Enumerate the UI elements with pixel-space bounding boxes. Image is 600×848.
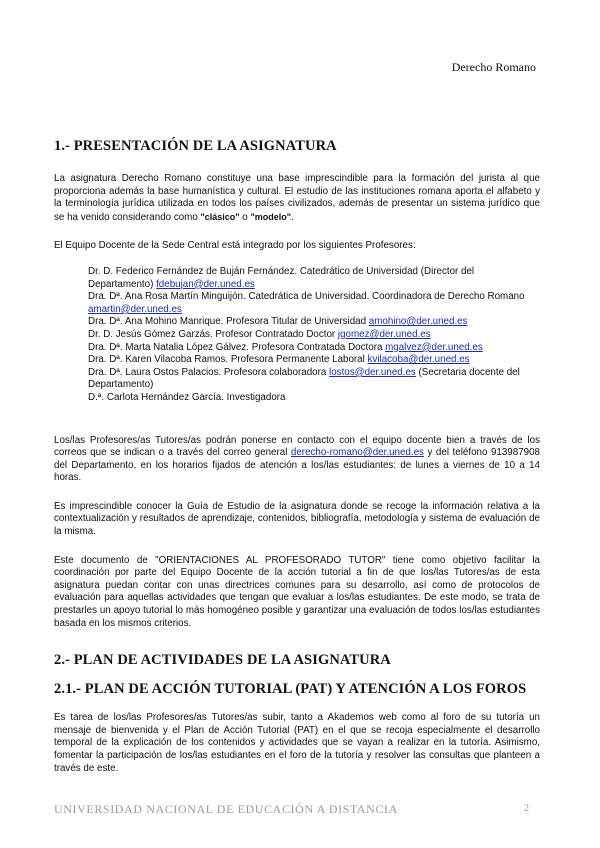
- general-email-link[interactable]: derecho-romano@der.uned.es: [290, 447, 424, 459]
- professor-text: Dra. Dª. Marta Natalia López Gálvez. Profesora Contratada Doctora: [88, 341, 386, 353]
- professor-entry: [88, 367, 540, 392]
- team-intro-paragraph: El Equipo Docente de la Sede Central está integrado por los siguientes Profesores:: [54, 240, 416, 252]
- section-2-1-heading: 2.1.- PLAN DE ACCIÓN TUTORIAL (PAT) Y ATENCIÓN A LOS FOROS: [54, 681, 527, 698]
- professor-entry: [88, 316, 540, 329]
- professor-text: Dr. D. Federico Fernández de Buján Fernández. Catedrático de Universidad (Director del Departamento): [88, 265, 475, 290]
- professor-text: D.ª. Carlota Hernández García. Investigadora: [88, 391, 286, 403]
- professor-email-link[interactable]: amohino@der.uned.es: [368, 316, 468, 328]
- professor-email-link[interactable]: jgomez@der.uned.es: [337, 328, 431, 340]
- professor-entry: [88, 291, 540, 316]
- study-guide-paragraph: Es imprescindible conocer la Guía de Estudio de la asignatura donde se recoge la información relativa a la contextualización y resultados de aprendizaje, contenidos, bibliografía, metodología y sistema de evaluación de la misma.: [54, 500, 540, 538]
- professor-email-link[interactable]: kvilacoba@der.uned.es: [367, 354, 470, 366]
- footer-university: UNIVERSIDAD NACIONAL DE EDUCACIÓN A DISTANCIA: [54, 802, 398, 816]
- professor-text: Dr. D. Jesús Gómez Garzás. Profesor Contratado Doctor: [88, 328, 338, 340]
- page-number: 2: [524, 803, 529, 814]
- professor-list: [88, 266, 540, 405]
- orientation-paragraph: Este documento de "ORIENTACIONES AL PROFESORADO TUTOR" tiene como objetivo facilitar la coordinación por parte del Equipo Docente de la acción tutorial a fin de que los/las Tutores/as de esta asignatura puedan contar con unas directrices comunes para su desarrollo, así como de protocolos de evaluación para aquellas actividades que tengan que evaluar a los/las estudiantes. De este modo, se trata de prestarles un apoyo tutorial lo más homogéneo posible y garantizar una evaluación de todos los/las estudiantes basada en los mismos criterios.: [54, 554, 540, 629]
- running-header: Derecho Romano: [451, 60, 536, 74]
- professor-note: (Secretaria docente del Departamento): [88, 366, 520, 391]
- professor-entry: [88, 342, 540, 355]
- page-content: [54, 138, 540, 775]
- section-2-heading: 2.- PLAN DE ACTIVIDADES DE LA ASIGNATURA: [54, 652, 391, 669]
- professor-text: Dra. Dª. Ana Rosa Martín Minguijón. Catedrática de Universidad. Coordinadora de Derecho Romano: [88, 291, 525, 303]
- pat-paragraph: Es tarea de los/las Profesores/as Tutores/as subir, tanto a Akademos web como al foro de su tutoría un mensaje de bienvenida y el Plan de Acción Tutorial (PAT) en el que se recoja especialmente el desarrollo temporal de la explicación de los contenidos y actividades que se vayan a realizar en la tutoría. Asimismo, fomentar la participación de los/las estudiantes en el foro de la tutoría y resolver las consultas que planteen a través de este.: [54, 712, 540, 774]
- professor-text: Dra. Dª. Laura Ostos Palacios. Profesora colaboradora: [88, 366, 330, 378]
- professor-entry: [88, 392, 540, 405]
- professor-email-link[interactable]: lostos@der.uned.es: [329, 366, 416, 378]
- professor-entry: [88, 329, 540, 342]
- section-1-heading: 1.- PRESENTACIÓN DE LA ASIGNATURA: [54, 138, 337, 154]
- professor-text: Dra. Dª. Ana Mohino Manrique. Profesora Titular de Universidad: [88, 316, 369, 328]
- intro-paragraph: La asignatura Derecho Romano constituye una base imprescindible para la formación del jurista al que proporciona además la base humanística y cultural. El estudio de las instituciones romana aporta el alfabeto y la terminología jurídica utilizada en todos los países civilizados, además de presentar un sistema jurídico que se ha venido considerando como "clásico" o "modelo".: [54, 173, 540, 223]
- professor-email-link[interactable]: amartin@der.uned.es: [88, 303, 182, 315]
- contact-paragraph: Los/las Profesores/as Tutores/as podrán ponerse en contacto con el equipo docente bien a través de los correos que se indican o a través del correo general derecho-romano@der.uned.es y del teléfono 913987908 del Departamento, en los horarios fijados de atención a los/las estudiantes: de lunes a viernes de 10 a 14 horas.: [54, 434, 540, 484]
- professor-entry: [88, 354, 540, 367]
- professor-text: Dra. Dª. Karen Vilacoba Ramos. Profesora Permanente Laboral: [88, 354, 368, 366]
- professor-email-link[interactable]: fdebujan@der.uned.es: [156, 278, 255, 290]
- professor-entry: [88, 266, 540, 291]
- professor-email-link[interactable]: mgalvez@der.uned.es: [385, 341, 483, 353]
